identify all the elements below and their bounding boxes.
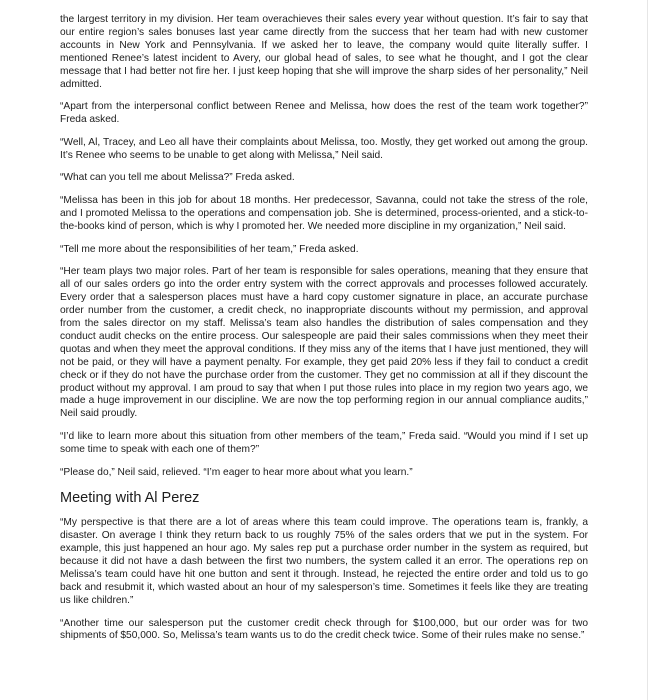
paragraph-5: “Melissa has been in this job for about 18 months. Her predecessor, Savanna, could not take the stress of the role, and I promoted Melissa to the operations and compensation job. She is determined, process-oriented, and a stick-to-the-books kind of person, which is why I promoted her. We needed more discipline in my organization,” Neil said.: [60, 195, 588, 232]
paragraph-1: the largest territory in my division. Her team overachieves their sales every year without question. It’s fair to say that our entire region’s sales bonuses last year came directly from the success that her team had with new customer accounts in New York and Pennsylvania. If we asked her to leave, the company would quite literally suffer. I mentioned Renee’s latest incident to Avery, our global head of sales, to see what he thought, and I got the clear message that I had better not fire her. I just keep hoping that she will improve the sharp sides of her personality,” Neil admitted.: [60, 14, 588, 90]
paragraph-3: “Well, Al, Tracey, and Leo all have their complaints about Melissa, too. Mostly, they get worked out among the group. It’s Renee who seems to be unable to get along with Melissa,” Neil said.: [60, 136, 588, 161]
paragraph-8: “I’d like to learn more about this situation from other members of the team,” Freda said. “Would you mind if I set up some time to speak with each one of them?”: [60, 431, 588, 455]
paragraph-10: “My perspective is that there are a lot of areas where this team could improve. The operations team is, frankly, a disaster. On average I think they return back to us roughly 75% of the sales orders that we put in the system. For example, this just happened an hour ago. My sales rep put a purchase order number in the system as required, but because it did not have a dash between the first two numbers, the system called it an error. The operations rep on Melissa’s team could have hit one button and sent it through. Instead, he rejected the entire order and told us to go back and resubmit it, which wasted about an hour of my salesperson’s time. Sometimes it feels like they are treating us like children.”: [60, 517, 588, 606]
paragraph-2: “Apart from the interpersonal conflict between Renee and Melissa, how does the rest of the team work together?” Freda asked.: [60, 101, 588, 126]
paragraph-11: “Another time our salesperson put the customer credit check through for $100,000, but our order was for two shipments of $50,000. So, Melissa’s team wants us to do the credit check twice. Some of their rules make no sense.”: [60, 617, 588, 642]
paragraph-4: “What can you tell me about Melissa?” Freda asked.: [60, 172, 295, 184]
paragraph-7: “Her team plays two major roles. Part of her team is responsible for sales operations, meaning that they ensure that all of our sales orders go into the order entry system with the correct approvals and processes followed accurately. Every order that a salesperson places must have a hard copy customer signature in place, an accurate purchase order number from the customer, a credit check, no inappropriate discounts without my permission, and approval from the sales director on my staff. Melissa’s team also handles the distribution of sales compensation and they conduct audit checks on the entire process. Our salespeople are paid their sales commissions when they meet their quotas and when they meet the approval conditions. If they miss any of the items that I have just mentioned, they will not be paid, or they will have a payment penalty. For example, they get paid 20% less if they fail to conduct a credit check or if they do not have the purchase order from the customer. They get no commission at all if they discount the product without my approval. I am proud to say that when I put those rules into place in my region two years ago, we made a huge improvement in our discipline. We are now the top performing region in our annual compliance audits,” Neil said proudly.: [60, 266, 588, 420]
paragraph-9: “Please do,” Neil said, relieved. “I’m eager to hear more about what you learn.”: [60, 466, 413, 478]
paragraph-6: “Tell me more about the responsibilities of her team,” Freda asked.: [60, 243, 359, 255]
section-heading: Meeting with Al Perez: [60, 490, 200, 507]
